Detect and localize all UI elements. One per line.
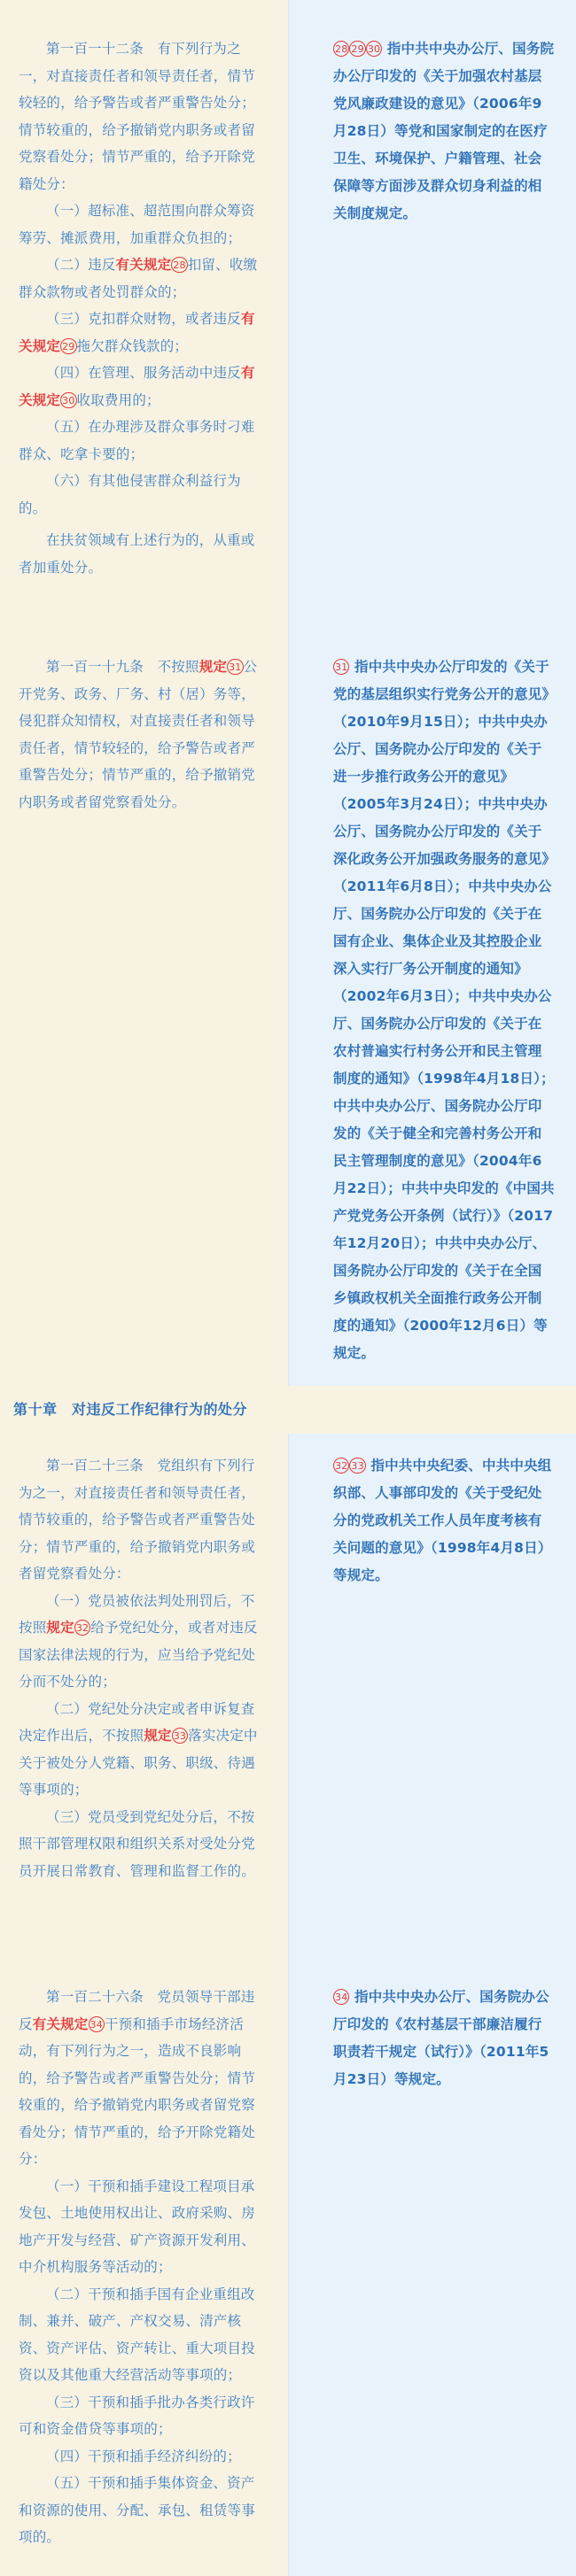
article-123-item-1: （一）党员被依法判处刑罚后，不按照规定 32 给予党纪处分，或者对违反国家法律法规的行为，应当给予党纪处分而不处分的；	[19, 1592, 258, 1690]
footnote-marker: 32	[333, 1458, 349, 1474]
article-123-intro: 第一百二十三条 党组织有下列行为之一，对直接责任者和领导责任者，情节较重的，给予警告或者严重警告处分；情节严重的，给予撤销党内职务或者留党察看处分：	[19, 1458, 255, 1582]
article-123-item-3: （三）党员受到党纪处分后，不按照干部管理权限和组织关系对受处分党员开展日常教育、管理和监督工作的。	[19, 1808, 255, 1879]
red-keyword: 有关规定	[115, 257, 172, 273]
footnote-text: 指中共中央办公厅印发的《关于党的基层组织实行党务公开的意见》（2010年9月15日）；中共中央办公厅、国务院办公厅印发的《关于进一步推行政务公开的意见》（2005年3月24日）；中共中央办公厅、国务院办公厅印发的《关于深化政务公开加强政务服务的意见》（2011年6月8日）；中共中央办公厅、国务院办公厅印发的《关于在国有企业、集体企业及其控股企业深入实行厂务公开制度的通知》（2002年6月3日）；中共中央办公厅、国务院办公厅印发的《关于在农村普遍实行村务公开和民主管理制度的通知》（1998年4月18日）；中共中央办公厅、国务院办公厅印发的《关于健全和完善村务公开和民主管理制度的意见》（2004年6月22日）；中共中央印发的《中国共产党党务公开条例（试行）》（2017年12月20日）；中共中央办公厅、国务院办公厅印发的《关于在全国乡镇政权机关全面推行政务公开制度的通知》（2000年12月6日）等规定。	[333, 659, 555, 1361]
column-divider	[288, 0, 289, 2576]
article-126-item-5: （五）干预和插手集体资金、资产和资源的使用、分配、承包、租赁等事项的。	[19, 2475, 255, 2545]
footnote-ref[interactable]: 28	[171, 257, 187, 273]
article-126-item-2: （二）干预和插手国有企业重组改制、兼并、破产、产权交易、清产核资、资产评估、资产转让、重大项目投资以及其他重大经营活动等事项的；	[19, 2286, 255, 2383]
red-keyword: 规定	[198, 659, 228, 675]
footnote-ref[interactable]: 34	[89, 2016, 105, 2032]
footnote-31	[333, 654, 555, 1367]
footnote-28-30	[333, 35, 555, 228]
article-112-intro: 第一百一十二条 有下列行为之一，对直接责任者和领导责任者，情节较轻的，给予警告或者严重警告处分；情节较重的，给予撤销党内职务或者留党察看处分；情节严重的，给予开除党籍处分：	[19, 41, 255, 192]
footnote-marker: 30	[366, 41, 382, 57]
footnote-text: 指中共中央办公厅、国务院办公厅印发的《关于加强农村基层党风廉政建设的意见》（2006年9月28日）等党和国家制定的在医疗卫生、环境保护、户籍管理、社会保障等方面涉及群众切身利益的相关制度规定。	[333, 41, 555, 221]
footnote-marker: 34	[333, 1989, 349, 2005]
footnote-ref[interactable]: 33	[172, 1728, 188, 1744]
red-keyword: 规定	[144, 1728, 172, 1744]
article-119	[19, 654, 269, 816]
red-keyword: 有关规定	[19, 365, 255, 408]
article-112-poverty-note: 在扶贫领域有上述行为的，从重或者加重处分。	[19, 532, 255, 576]
footnote-ref[interactable]: 30	[60, 392, 76, 408]
footnote-marker: 31	[333, 659, 349, 675]
article-119-text: 第一百一十九条 不按照规定 31 公开党务、政务、厂务、村（居）务等，侵犯群众知情权，对直接责任者和领导责任者，情节较轻的，给予警告或者严重警告处分；情节严重的，给予撤销党内职务或者留党察看处分。	[19, 659, 258, 810]
red-keyword: 规定	[46, 1620, 74, 1636]
red-keyword: 有关规定	[19, 311, 255, 354]
footnote-marker: 29	[349, 41, 365, 57]
article-112-item-1: （一）超标准、超范围向群众筹资筹劳、摊派费用，加重群众负担的；	[19, 203, 255, 246]
article-112-item-6: （六）有其他侵害群众利益行为的。	[19, 473, 241, 516]
article-123	[19, 1452, 269, 1884]
article-126-intro: 第一百二十六条 党员领导干部违反有关规定 34 干预和插手市场经济活动，有下列行为之一，造成不良影响的，给予警告或者严重警告处分；情节较重的，给予撤销党内职务或者留党察看处分；情节严重的，给予开除党籍处分：	[19, 1989, 255, 2167]
article-126-item-3: （三）干预和插手批办各类行政许可和资金借贷等事项的；	[19, 2394, 255, 2437]
chapter-title: 第十章 对违反工作纪律行为的处分	[13, 1401, 248, 1418]
article-112	[19, 35, 269, 581]
article-112-item-2: （二）违反有关规定 28 扣留、收缴群众款物或者处罚群众的；	[19, 257, 258, 300]
footnote-text: 指中共中央办公厅、国务院办公厅印发的《农村基层干部廉洁履行职责若干规定（试行）》（2011年5月23日）等规定。	[333, 1989, 549, 2087]
footnote-marker: 28	[333, 41, 349, 57]
footnote-32-33	[333, 1452, 555, 1590]
article-126-item-4: （四）干预和插手经济纠纷的；	[46, 2448, 241, 2464]
footnote-ref[interactable]: 32	[74, 1620, 90, 1636]
article-126-item-1: （一）干预和插手建设工程项目承发包、土地使用权出让、政府采购、房地产开发与经营、矿产资源开发利用、中介机构服务等活动的；	[19, 2178, 255, 2275]
article-112-item-4: （四）在管理、服务活动中违反有关规定 30 收取费用的；	[19, 365, 255, 408]
article-112-item-5: （五）在办理涉及群众事务时刁难群众、吃拿卡要的；	[19, 419, 255, 462]
red-keyword: 有关规定	[32, 2015, 89, 2032]
footnote-34	[333, 1984, 555, 2093]
chapter-heading-bar	[0, 1386, 576, 1434]
article-126	[19, 1984, 269, 2551]
article-123-item-2: （二）党纪处分决定或者申诉复查决定作出后，不按照规定 33 落实决定中关于被处分人党籍、职务、职级、待遇等事项的；	[19, 1700, 258, 1798]
footnote-ref[interactable]: 31	[227, 659, 243, 675]
footnote-marker: 33	[349, 1458, 365, 1474]
article-112-item-3: （三）克扣群众财物，或者违反有关规定 29 拖欠群众钱款的；	[19, 311, 255, 354]
footnote-text: 指中共中央纪委、中共中央组织部、人事部印发的《关于受纪处分的党政机关工作人员年度考核有关问题的意见》（1998年4月8日）等规定。	[333, 1458, 552, 1583]
footnote-ref[interactable]: 29	[60, 338, 76, 354]
